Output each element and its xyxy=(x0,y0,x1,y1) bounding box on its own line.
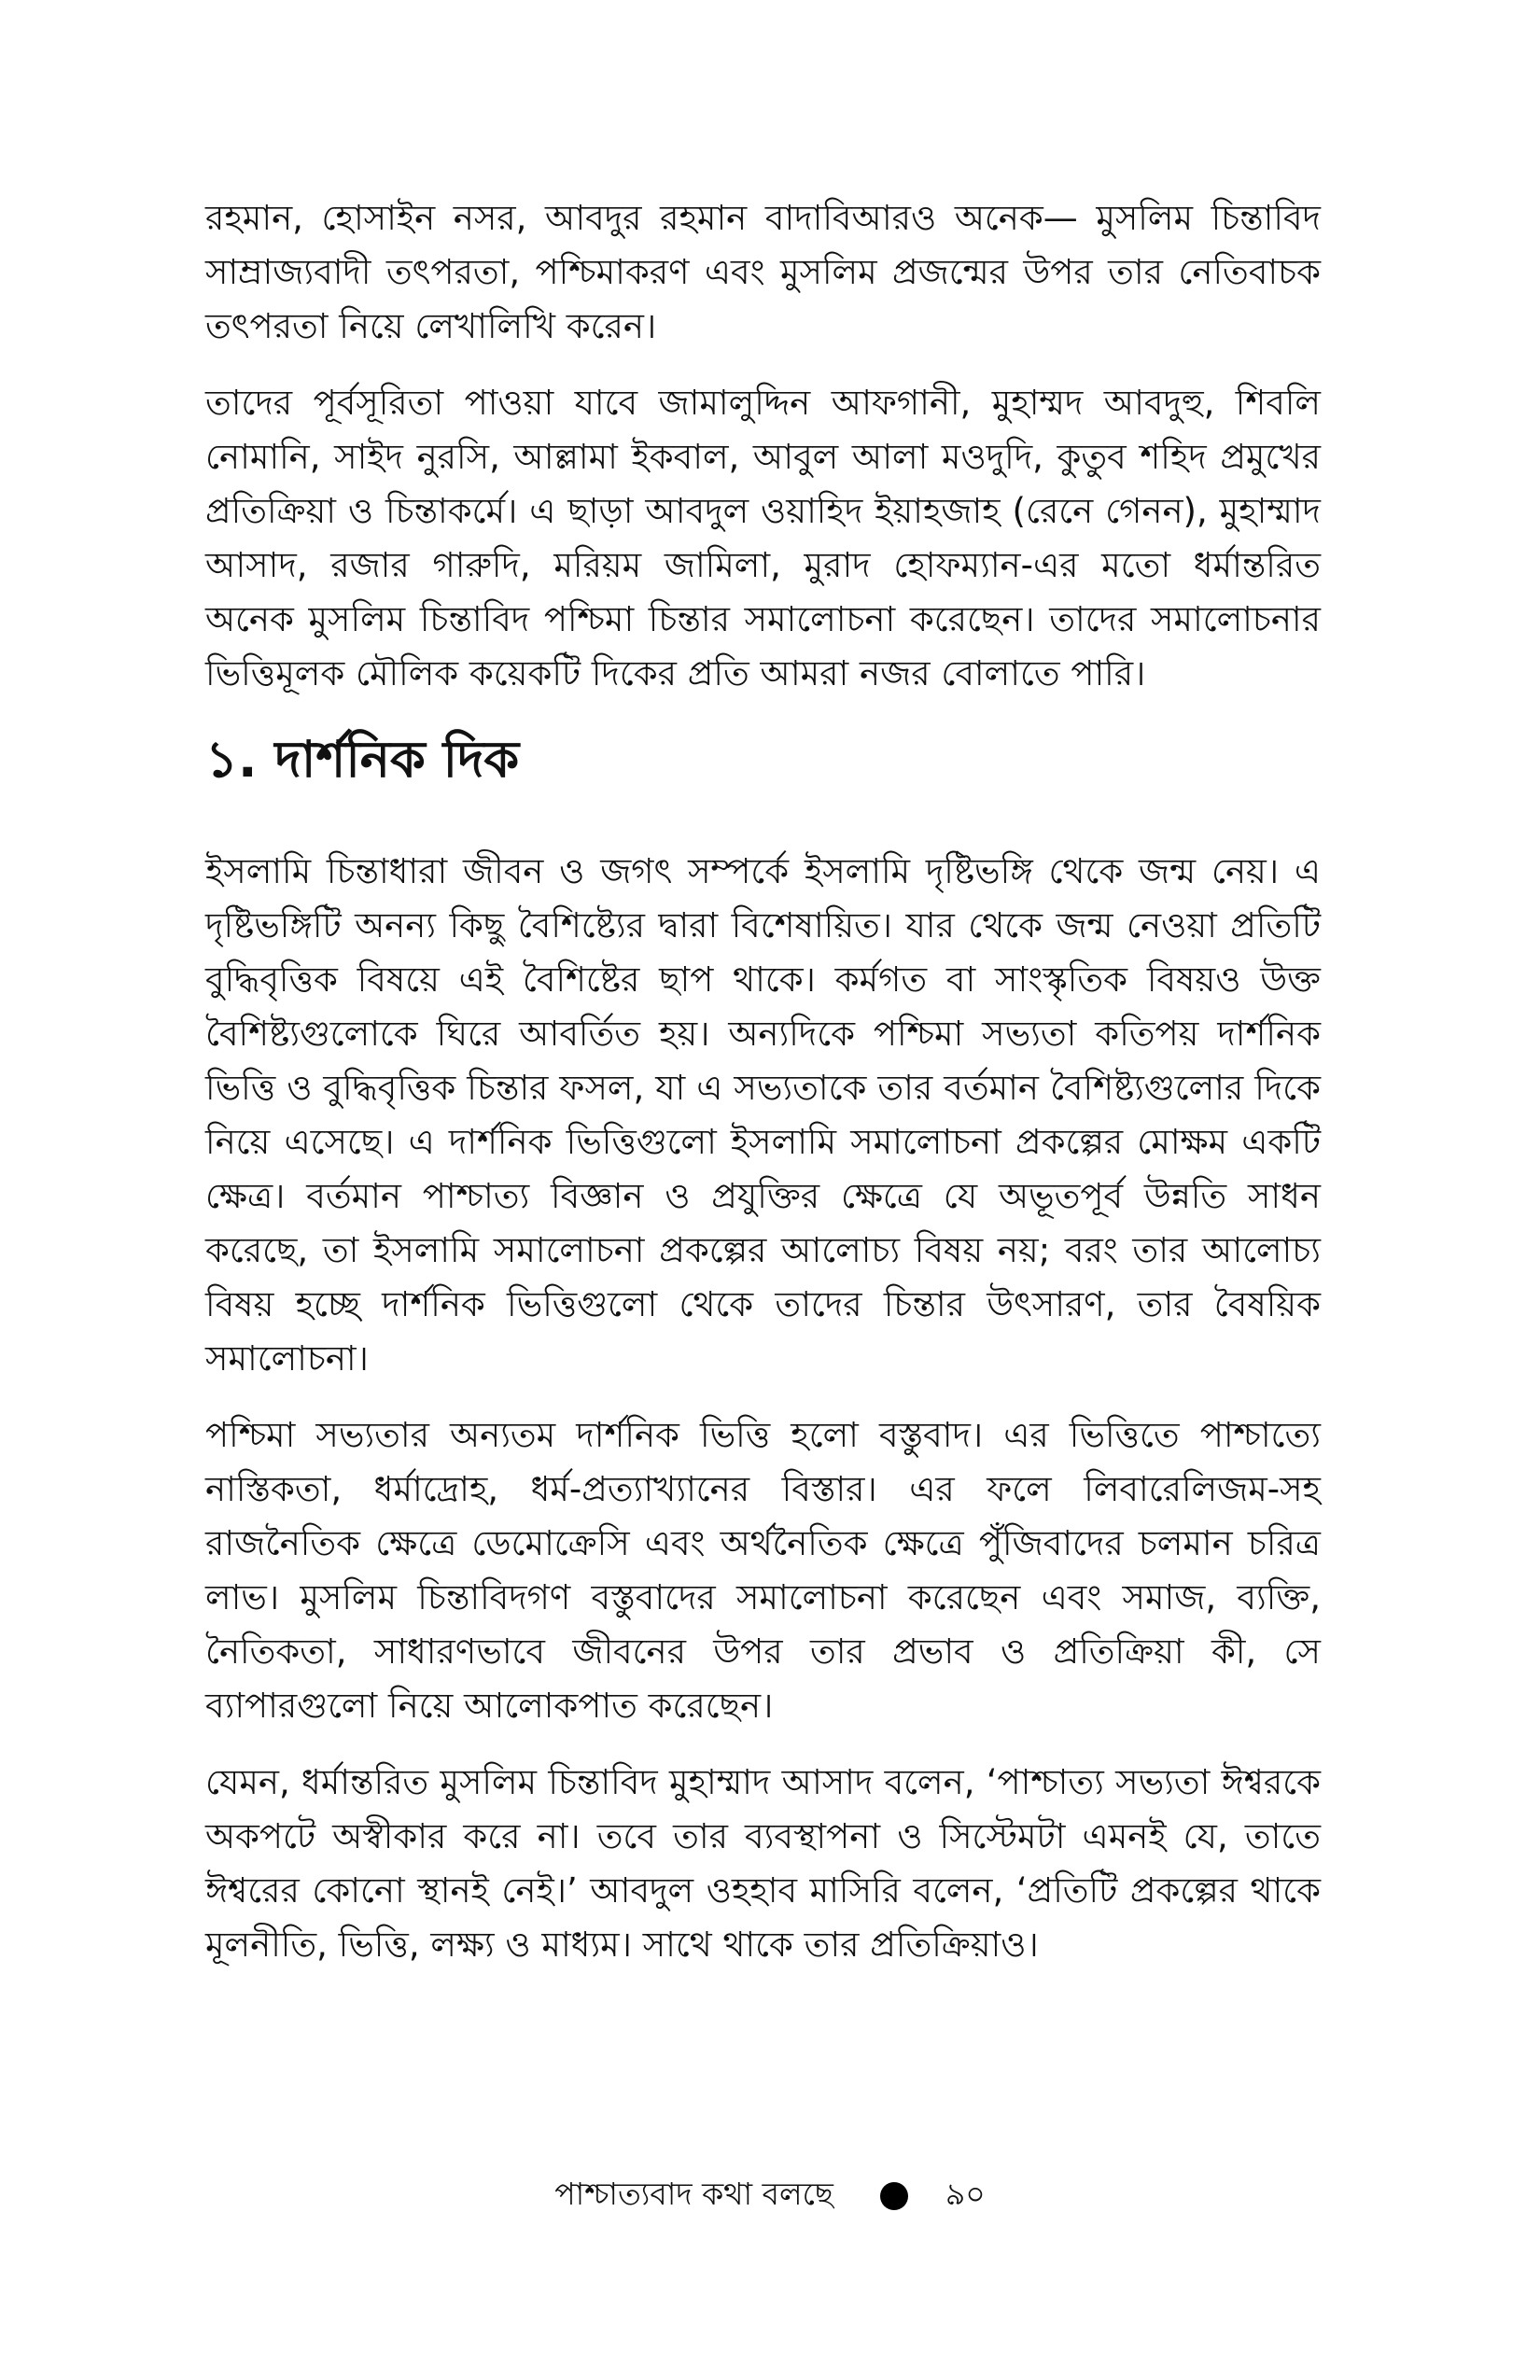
page-number: ৯০ xyxy=(945,2176,986,2212)
section-heading: ১. দার্শনিক দিক xyxy=(205,730,520,789)
body-paragraph-2: তাদের পূর্বসূরিতা পাওয়া যাবে জামালুদ্দিন আফগানী, মুহাম্মদ আবদুহু, শিবলি নোমানি, সাইদ নুরসি, আল্লামা ইকবাল, আবুল আলা মওদুদি, কুতুব শহিদ প্রমুখের প্রতিক্রিয়া ও চিন্তাকর্মে। এ ছাড়া আবদুল ওয়াহিদ ইয়াহজাহ (রেনে গেনন), মুহাম্মাদ আসাদ, রজার গারুদি, মরিয়ম জামিলা, মুরাদ হোফম্যান-এর মতো ধর্মান্তরিত অনেক মুসলিম চিন্তাবিদ পশ্চিমা চিন্তার সমালোচনা করেছেন। তাদের সমালোচনার ভিত্তিমূলক মৌলিক কয়েকটি দিকের প্রতি আমরা নজর বোলাতে পারি। xyxy=(205,383,1321,693)
section-paragraph-2: পশ্চিমা সভ্যতার অন্যতম দার্শনিক ভিত্তি হলো বস্তুবাদ। এর ভিত্তিতে পাশ্চাত্যে নাস্তিকতা, ধর্মাদ্রোহ, ধর্ম-প্রত্যাখ্যানের বিস্তার। এর ফলে লিবারেলিজম-সহ রাজনৈতিক ক্ষেত্রে ডেমোক্রেসি এবং অর্থনৈতিক ক্ষেত্রে পুঁজিবাদের চলমান চরিত্র লাভ। মুসলিম চিন্তাবিদগণ বস্তুবাদের সমালোচনা করেছেন এবং সমাজ, ব্যক্তি, নৈতিকতা, সাধারণভাবে জীবনের উপর তার প্রভাব ও প্রতিক্রিয়া কী, সে ব্যাপারগুলো নিয়ে আলোকপাত করেছেন। xyxy=(205,1415,1321,1726)
page-body xyxy=(205,191,1321,1995)
section-paragraph-1: ইসলামি চিন্তাধারা জীবন ও জগৎ সম্পর্কে ইসলামি দৃষ্টিভঙ্গি থেকে জন্ম নেয়। এ দৃষ্টিভঙ্গিটি অনন্য কিছু বৈশিষ্ট্যের দ্বারা বিশেষায়িত। যার থেকে জন্ম নেওয়া প্রতিটি বুদ্ধিবৃত্তিক বিষয়ে এই বৈশিষ্টের ছাপ থাকে। কর্মগত বা সাংস্কৃতিক বিষয়ও উক্ত বৈশিষ্ট্যগুলোকে ঘিরে আবর্তিত হয়। অন্যদিকে পশ্চিমা সভ্যতা কতিপয় দার্শনিক ভিত্তি ও বুদ্ধিবৃত্তিক চিন্তার ফসল, যা এ সভ্যতাকে তার বর্তমান বৈশিষ্ট্যগুলোর দিকে নিয়ে এসেছে। এ দার্শনিক ভিত্তিগুলো ইসলামি সমালোচনা প্রকল্পের মোক্ষম একটি ক্ষেত্র। বর্তমান পাশ্চাত্য বিজ্ঞান ও প্রযুক্তির ক্ষেত্রে যে অভূতপূর্ব উন্নতি সাধন করেছে, তা ইসলামি সমালোচনা প্রকল্পের আলোচ্য বিষয় নয়; বরং তার আলোচ্য বিষয় হচ্ছে দার্শনিক ভিত্তিগুলো থেকে তাদের চিন্তার উৎসারণ, তার বৈষয়িক সমালোচনা। xyxy=(205,851,1321,1379)
page-footer xyxy=(0,2163,1540,2229)
footer-bullet-icon xyxy=(880,2182,908,2210)
footer-book-title: পাশ্চাত্যবাদ কথা বলছে xyxy=(554,2176,833,2212)
section-paragraph-3: যেমন, ধর্মান্তরিত মুসলিম চিন্তাবিদ মুহাম্মাদ আসাদ বলেন, ‘পাশ্চাত্য সভ্যতা ঈশ্বরকে অকপটে অস্বীকার করে না। তবে তার ব্যবস্থাপনা ও সিস্টেমটা এমনই যে, তাতে ঈশ্বরের কোনো স্থানই নেই।’ আবদুল ওহহাব মাসিরি বলেন, ‘প্রতিটি প্রকল্পের থাকে মূলনীতি, ভিত্তি, লক্ষ্য ও মাধ্যম। সাথে থাকে তার প্রতিক্রিয়াও। xyxy=(205,1762,1321,1965)
body-paragraph-1: রহমান, হোসাইন নসর, আবদুর রহমান বাদাবিআরও অনেক— মুসলিম চিন্তাবিদ সাম্রাজ্যবাদী তৎপরতা, পশ্চিমাকরণ এবং মুসলিম প্রজন্মের উপর তার নেতিবাচক তৎপরতা নিয়ে লেখালিখি করেন। xyxy=(205,198,1321,346)
